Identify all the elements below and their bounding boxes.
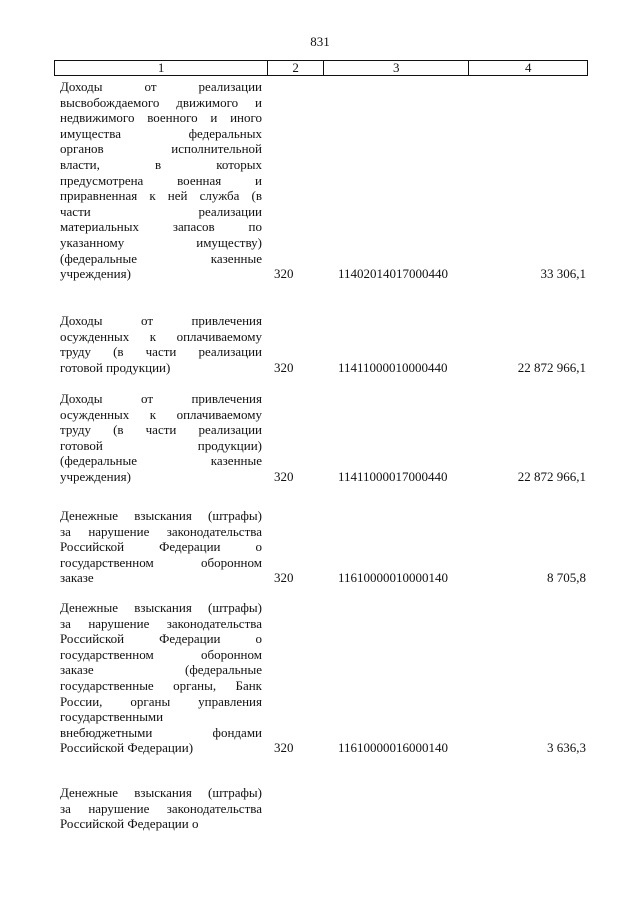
description-line: осужденных к оплачиваемому	[60, 406, 262, 422]
column-header-1: 1	[55, 61, 268, 75]
row-kbk-code: 11411000010000440	[338, 359, 448, 375]
description-line: государственном оборонном	[60, 554, 262, 570]
description-line: заказе	[60, 570, 94, 586]
description-line: органов исполнительной	[60, 141, 262, 157]
description-line: заказе (федеральные	[60, 662, 262, 678]
description-line: Российской Федерации о	[60, 539, 262, 555]
description-line: Доходы от привлечения	[60, 313, 262, 328]
column-header-3: 3	[324, 61, 469, 75]
description-line: внебюджетными фондами	[60, 724, 262, 740]
description-line: власти, в которых	[60, 156, 262, 172]
description-line: учреждения)	[60, 266, 131, 282]
description-line: Российской Федерации о	[60, 631, 262, 647]
row-amount: 3 636,3	[547, 740, 586, 756]
row-description	[60, 313, 262, 375]
description-line: готовой продукции)	[60, 437, 262, 453]
description-line: государственном оборонном	[60, 646, 262, 662]
description-line: государственные органы, Банк	[60, 677, 262, 693]
table-row	[60, 391, 586, 485]
description-line: готовой продукции)	[60, 359, 171, 375]
row-kbk-code: 11610000010000140	[338, 570, 449, 586]
description-line: государственными	[60, 709, 164, 725]
description-line: имущества федеральных	[60, 125, 262, 141]
row-amount: 33 306,1	[540, 266, 586, 282]
row-code: 320	[274, 266, 294, 282]
description-line: за нарушение законодательства	[60, 615, 262, 631]
table-row	[60, 508, 586, 586]
description-line: части реализации	[60, 203, 262, 219]
description-line: осужденных к оплачиваемому	[60, 328, 262, 344]
description-line: Доходы от реализации	[60, 79, 262, 94]
page-number: 831	[310, 34, 330, 49]
column-header-2: 2	[268, 61, 324, 75]
row-code: 320	[274, 740, 294, 756]
description-line: Денежные взыскания (штрафы)	[60, 785, 262, 800]
description-line: (федеральные казенные	[60, 453, 262, 469]
table-row	[60, 79, 586, 282]
row-code: 320	[274, 570, 294, 586]
row-description	[60, 785, 262, 832]
row-description	[60, 508, 262, 586]
table-header	[54, 60, 588, 76]
row-kbk-code: 11411000017000440	[338, 469, 448, 484]
description-line: Денежные взыскания (штрафы)	[60, 508, 262, 523]
row-code: 320	[274, 359, 294, 375]
row-description	[60, 79, 262, 282]
row-kbk-code: 11610000016000140	[338, 740, 449, 756]
description-line: (федеральные казенные	[60, 250, 262, 266]
row-amount: 22 872 966,1	[517, 359, 586, 375]
description-line: труду (в части реализации	[60, 422, 262, 438]
description-line: Денежные взыскания (штрафы)	[60, 600, 262, 615]
row-description	[60, 600, 262, 756]
table-row	[60, 785, 586, 832]
description-line: Российской Федерации)	[60, 740, 194, 756]
description-line: материальных запасов по	[60, 219, 262, 235]
row-amount: 22 872 966,1	[517, 469, 586, 484]
table-row	[60, 600, 586, 756]
description-line: предусмотрена военная и	[60, 172, 262, 188]
description-line: Доходы от привлечения	[60, 391, 262, 406]
row-amount: 8 705,8	[547, 570, 586, 586]
row-code: 320	[274, 469, 294, 484]
row-kbk-code: 11402014017000440	[338, 266, 449, 282]
description-line: России, органы управления	[60, 693, 262, 709]
description-line: приравненная к ней служба (в	[60, 188, 262, 204]
description-line: учреждения)	[60, 468, 131, 484]
description-line: указанному имуществу)	[60, 234, 262, 250]
description-line: за нарушение законодательства	[60, 523, 262, 539]
column-header-4: 4	[524, 60, 532, 75]
row-description	[60, 391, 262, 485]
description-line: труду (в части реализации	[60, 344, 262, 360]
description-line: Российской Федерации о	[60, 816, 199, 832]
description-line: за нарушение законодательства	[60, 800, 262, 816]
table-row	[60, 313, 586, 375]
description-line: недвижимого военного и иного	[60, 110, 262, 126]
description-line: высвобождаемого движимого и	[60, 94, 262, 110]
